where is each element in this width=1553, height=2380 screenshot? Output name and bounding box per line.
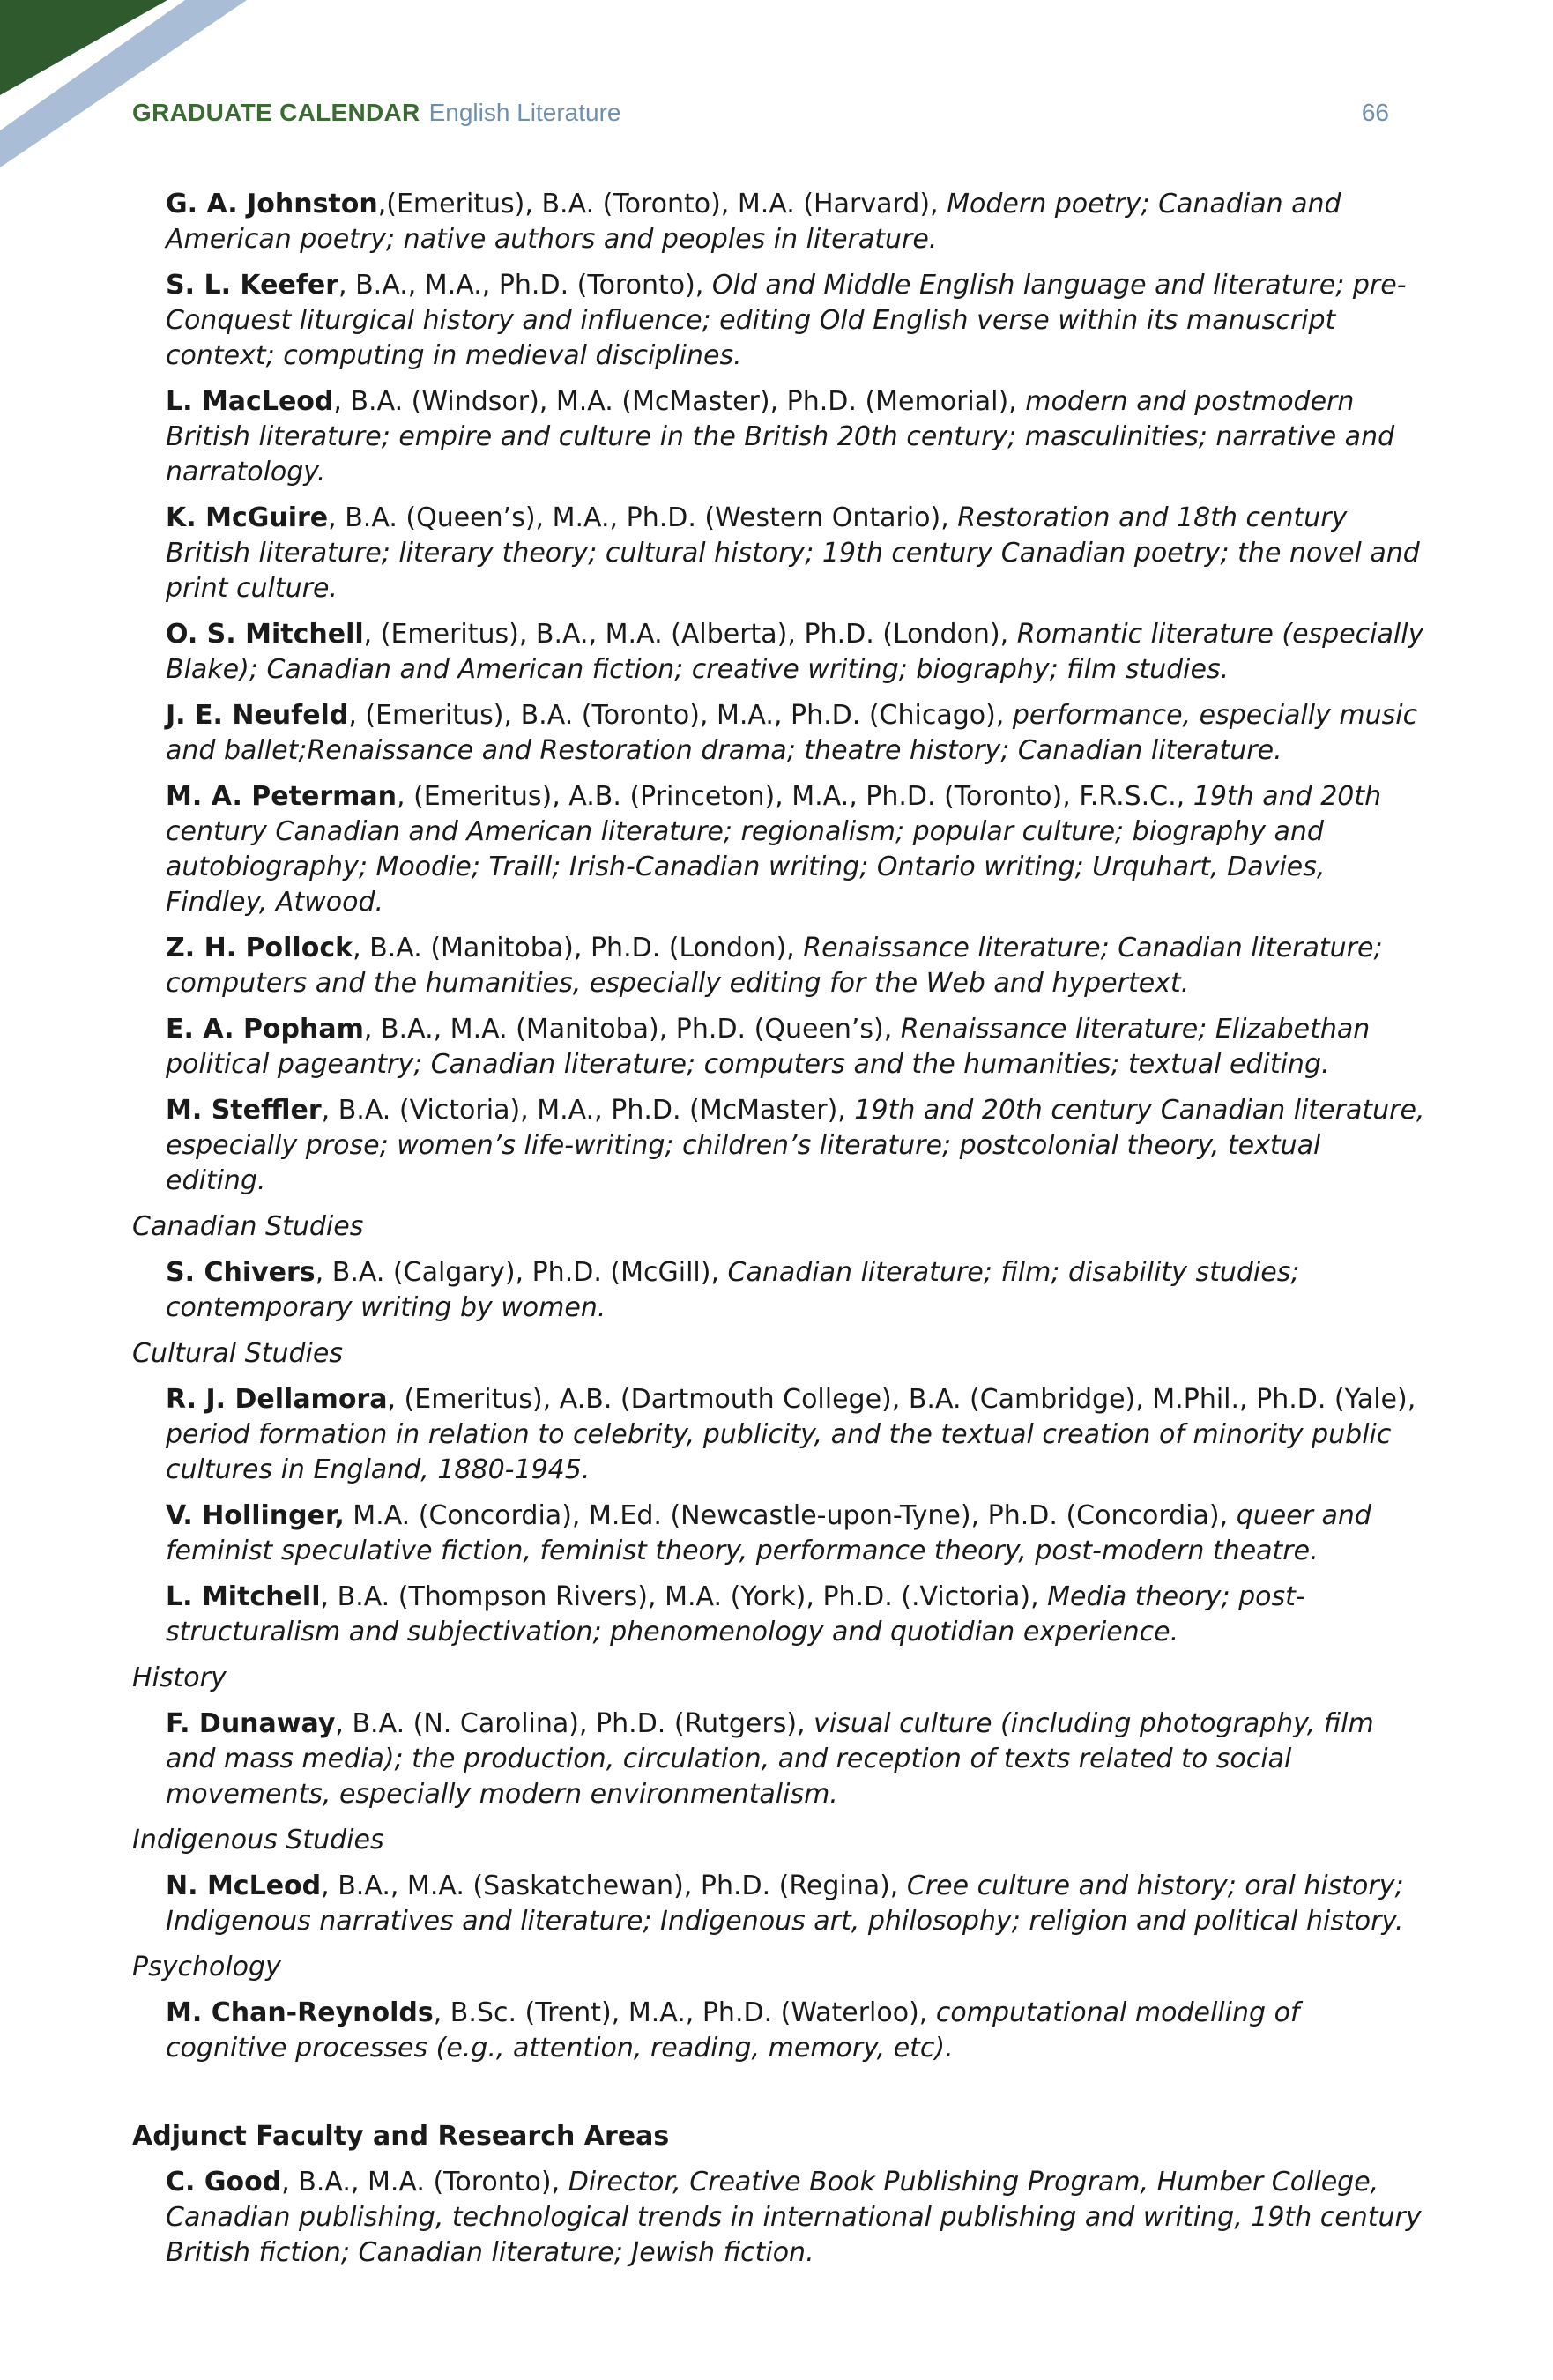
- faculty-name: S. L. Keefer: [166, 270, 339, 301]
- faculty-degrees: , B.A. (Queen’s), M.A., Ph.D. (Western Ontario),: [328, 502, 949, 533]
- faculty-entry: [166, 1012, 1428, 1082]
- faculty-name: R. J. Dellamora: [166, 1384, 388, 1415]
- subject-subheading: Cultural Studies: [132, 1338, 343, 1369]
- faculty-entry: [166, 1869, 1428, 1939]
- faculty-degrees: , B.A., M.A. (Saskatchewan), Ph.D. (Regina),: [321, 1871, 899, 1901]
- research-areas: 19th and 20th century Canadian and American literature; regionalism; popular culture; biography and autobiography; Moodie; Traill; Irish-Canadian writing; Ontario writing; Urquhart, Davies, Findley, Atwood.: [166, 781, 1382, 918]
- research-areas: Renaissance literature; Elizabethan political pageantry; Canadian literature; computers and the humanities; textual editing.: [166, 1014, 1371, 1080]
- faculty-entry: [166, 1996, 1428, 2066]
- research-areas: queer and feminist speculative fiction, feminist theory, performance theory, post-modern theatre.: [166, 1500, 1371, 1566]
- faculty-degrees: , B.A. (N. Carolina), Ph.D. (Rutgers),: [335, 1708, 806, 1739]
- faculty-degrees: , B.Sc. (Trent), M.A., Ph.D. (Waterloo),: [433, 1997, 928, 2028]
- faculty-name: M. Steffler: [166, 1095, 322, 1126]
- faculty-degrees: ,(Emeritus), B.A. (Toronto), M.A. (Harvard),: [377, 189, 939, 219]
- faculty-entry: [166, 2165, 1428, 2271]
- faculty-degrees: , B.A., M.A. (Manitoba), Ph.D. (Queen’s),: [363, 1014, 893, 1045]
- subject-subheading: Canadian Studies: [132, 1211, 364, 1242]
- research-areas: Cree culture and history; oral history; Indigenous narratives and literature; Indigenous art, philosophy; religion and political history.: [166, 1871, 1404, 1937]
- faculty-entry: [166, 698, 1428, 769]
- faculty-name: V. Hollinger,: [166, 1500, 345, 1531]
- corner-decoration: [0, 0, 264, 167]
- faculty-degrees: , B.A. (Windsor), M.A. (McMaster), Ph.D. (Memorial),: [333, 386, 1017, 417]
- faculty-entry: [166, 1093, 1428, 1199]
- faculty-entry: [166, 384, 1428, 490]
- faculty-name: M. Chan-Reynolds: [166, 1997, 434, 2028]
- faculty-name: C. Good: [166, 2167, 282, 2198]
- research-areas: Modern poetry; Canadian and American poetry; native authors and peoples in literature.: [166, 189, 1341, 255]
- subject-subheading: Indigenous Studies: [132, 1825, 384, 1856]
- research-areas: period formation in relation to celebrity, publicity, and the textual creation of minority public cultures in England, 1880-1945.: [166, 1419, 1392, 1485]
- faculty-degrees: M.A. (Concordia), M.Ed. (Newcastle-upon-Tyne), Ph.D. (Concordia),: [344, 1500, 1229, 1531]
- section-title-adjunct: Adjunct Faculty and Research Areas: [132, 2121, 670, 2152]
- faculty-entry: [166, 1382, 1428, 1488]
- faculty-name: Z. H. Pollock: [166, 933, 353, 963]
- faculty-entry: [166, 1707, 1428, 1812]
- faculty-degrees: , B.A., M.A. (Toronto),: [281, 2167, 561, 2198]
- faculty-entry: [166, 187, 1428, 257]
- faculty-degrees: , (Emeritus), B.A. (Toronto), M.A., Ph.D. (Chicago),: [348, 700, 1005, 731]
- subject-subheading: History: [132, 1662, 227, 1693]
- research-areas: Renaissance literature; Canadian literature; computers and the humanities, especially editing for the Web and hypertext.: [166, 933, 1383, 999]
- research-areas: Canadian literature; film; disability studies; contemporary writing by women.: [166, 1257, 1300, 1323]
- research-areas: Media theory; post-structuralism and subjectivation; phenomenology and quotidian experience.: [166, 1581, 1305, 1647]
- faculty-name: G. A. Johnston: [166, 189, 378, 219]
- faculty-name: E. A. Popham: [166, 1014, 364, 1045]
- faculty-listing: [132, 187, 1428, 2281]
- research-areas: Director, Creative Book Publishing Program, Humber College, Canadian publishing, technological trends in international publishing and writing, 19th century British fiction; Canadian literature; Jewish fiction.: [166, 2167, 1422, 2268]
- faculty-name: L. Mitchell: [166, 1581, 321, 1612]
- faculty-name: K. McGuire: [166, 502, 329, 533]
- research-areas: 19th and 20th century Canadian literature, especially prose; women’s life-writing; children’s literature; postcolonial theory, textual editing.: [166, 1095, 1425, 1196]
- faculty-name: N. McLeod: [166, 1871, 322, 1901]
- faculty-entry: [166, 1255, 1428, 1326]
- faculty-entry: [166, 931, 1428, 1001]
- faculty-entry: [166, 617, 1428, 688]
- page-header: [132, 99, 1389, 134]
- faculty-entry: [166, 268, 1428, 374]
- faculty-degrees: , B.A. (Calgary), Ph.D. (McGill),: [315, 1257, 719, 1288]
- page-number: 66: [1361, 99, 1389, 126]
- faculty-entry: [166, 1499, 1428, 1569]
- faculty-degrees: , B.A. (Manitoba), Ph.D. (London),: [353, 933, 795, 963]
- department-label: English Literature: [428, 99, 621, 126]
- subject-subheading: Psychology: [132, 1952, 281, 1982]
- research-areas: Old and Middle English language and literature; pre-Conquest liturgical history and influence; editing Old English verse within its manuscript context; computing in medieval disciplines.: [166, 270, 1407, 371]
- calendar-label: GRADUATE CALENDAR: [132, 99, 420, 126]
- faculty-entry: [166, 1580, 1428, 1650]
- faculty-name: L. MacLeod: [166, 386, 334, 417]
- research-areas: visual culture (including photography, film and mass media); the production, circulation, and reception of texts related to social movements, especially modern environmentalism.: [166, 1708, 1374, 1810]
- faculty-degrees: , (Emeritus), A.B. (Dartmouth College), B.A. (Cambridge), M.Phil., Ph.D. (Yale),: [387, 1384, 1416, 1415]
- faculty-name: J. E. Neufeld: [166, 700, 349, 731]
- header-title: [132, 99, 620, 127]
- faculty-degrees: , B.A. (Thompson Rivers), M.A. (York), Ph.D. (.Victoria),: [320, 1581, 1039, 1612]
- faculty-degrees: , (Emeritus), A.B. (Princeton), M.A., Ph.D. (Toronto), F.R.S.C.,: [397, 781, 1185, 812]
- faculty-name: M. A. Peterman: [166, 781, 397, 812]
- faculty-name: S. Chivers: [166, 1257, 316, 1288]
- faculty-degrees: , (Emeritus), B.A., M.A. (Alberta), Ph.D. (London),: [363, 619, 1009, 650]
- faculty-entry: [166, 501, 1428, 606]
- research-areas: computational modelling of cognitive processes (e.g., attention, reading, memory, etc).: [166, 1997, 1300, 2064]
- research-areas: modern and postmodern British literature; empire and culture in the British 20th century; masculinities; narrative and narratology.: [166, 386, 1395, 487]
- faculty-name: F. Dunaway: [166, 1708, 336, 1739]
- faculty-degrees: , B.A., M.A., Ph.D. (Toronto),: [338, 270, 704, 301]
- research-areas: performance, especially music and ballet;Renaissance and Restoration drama; theatre history; Canadian literature.: [166, 700, 1418, 766]
- faculty-degrees: , B.A. (Victoria), M.A., Ph.D. (McMaster),: [321, 1095, 846, 1126]
- research-areas: Romantic literature (especially Blake); Canadian and American fiction; creative writing; biography; film studies.: [166, 619, 1424, 685]
- faculty-name: O. S. Mitchell: [166, 619, 364, 650]
- research-areas: Restoration and 18th century British literature; literary theory; cultural history; 19th century Canadian poetry; the novel and print culture.: [166, 502, 1420, 604]
- faculty-entry: [166, 779, 1428, 920]
